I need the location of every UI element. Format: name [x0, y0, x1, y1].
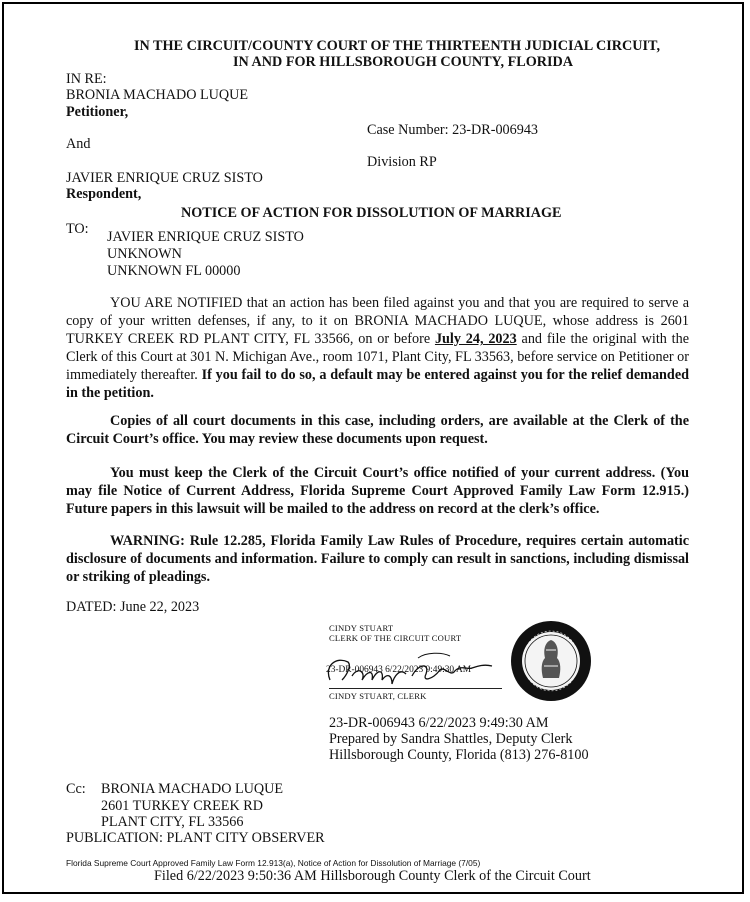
cc-name: BRONIA MACHADO LUQUE — [101, 781, 284, 797]
filed-stamp: Filed 6/22/2023 9:50:36 AM Hillsborough County Clerk of the Circuit Court — [154, 868, 591, 884]
document-page — [2, 2, 744, 894]
prepared-by: Prepared by Sandra Shattles, Deputy Clerk — [329, 731, 573, 747]
cc-address-line1: 2601 TURKEY CREEK RD — [101, 798, 263, 814]
p1-text-a: YOU ARE NOTIFIED that an action has been filed against you and that you are required to serve a copy of your written defenses, if any, to it on BRONIA MACHADO LUQUE, whose address is 2601 TURKEY CREEK RD PLANT CITY, FL 33566, on or before — [66, 295, 689, 347]
cc-address-line2: PLANT CITY, FL 33566 — [101, 814, 244, 830]
to-name: JAVIER ENRIQUE CRUZ SISTO — [107, 229, 304, 245]
paragraph-warning — [66, 532, 689, 586]
to-address-line3: UNKNOWN FL 00000 — [107, 263, 241, 279]
court-header-line1: IN THE CIRCUIT/COUNTY COURT OF THE THIRTEENTH JUDICIAL CIRCUIT, — [134, 38, 661, 54]
to-address-line2: UNKNOWN — [107, 246, 182, 262]
notice-title: NOTICE OF ACTION FOR DISSOLUTION OF MARRIAGE — [181, 205, 562, 221]
county-phone: Hillsborough County, Florida (813) 276-8100 — [329, 747, 589, 763]
clerk-seal — [510, 620, 592, 702]
respondent-name: JAVIER ENRIQUE CRUZ SISTO — [66, 170, 263, 186]
response-deadline: July 24, 2023 — [434, 331, 517, 347]
cc-label: Cc: — [66, 781, 86, 797]
p2-text: Copies of all court documents in this case, including orders, are available at the Clerk of the Circuit Court’s office. You may review these documents upon request. — [66, 413, 689, 447]
paragraph-address — [66, 464, 689, 518]
p4-text: WARNING: Rule 12.285, Florida Family Law Rules of Procedure, requires certain automatic disclosure of documents and information. Failure to comply can result in sanctions, including dismissal or striking of pleadings. — [66, 533, 689, 585]
to-label: TO: — [66, 221, 89, 237]
signature-stamp: 23-DR-006943 6/22/2023 9:49:30 AM — [326, 665, 472, 675]
and-label: And — [66, 136, 91, 152]
publication-line: PUBLICATION: PLANT CITY OBSERVER — [66, 830, 325, 846]
clerk-name-bottom: CINDY STUART, CLERK — [329, 691, 427, 701]
dated-line: DATED: June 22, 2023 — [66, 599, 200, 615]
signature-line — [329, 688, 502, 689]
division: Division RP — [367, 154, 437, 170]
paragraph-notified — [66, 294, 689, 402]
p1-default-warning: If you fail to do so, a default may be entered against you for the relief demanded in the petition. — [66, 367, 690, 401]
petitioner-label: Petitioner, — [66, 104, 129, 120]
clerk-title-top: CLERK OF THE CIRCUIT COURT — [329, 633, 462, 643]
paragraph-copies — [66, 412, 689, 448]
p3-text: You must keep the Clerk of the Circuit Court’s office notified of your current address. (You may file Notice of Current Address, Florida Supreme Court Approved Family Law Form 12.915.) Future papers in this lawsuit will be mailed to the address on record at the clerk’s office. — [66, 465, 689, 517]
p1-text-b: and file the original with the Clerk of this Court at 301 N. Michigan Ave., room 1071, Plant City, FL 33563, before service on Petitioner or immediately thereafter. — [66, 331, 689, 383]
signature-timestamp: 23-DR-006943 6/22/2023 9:49:30 AM — [329, 715, 549, 731]
case-number: Case Number: 23-DR-006943 — [367, 122, 539, 138]
form-footnote: Florida Supreme Court Approved Family Law Form 12.913(a), Notice of Action for Dissolution of Marriage (7/05) — [66, 858, 481, 868]
petitioner-name: BRONIA MACHADO LUQUE — [66, 87, 249, 103]
in-re-label: IN RE: — [66, 71, 107, 87]
respondent-label: Respondent, — [66, 186, 142, 202]
court-header-line2: IN AND FOR HILLSBOROUGH COUNTY, FLORIDA — [233, 54, 574, 70]
clerk-name-top: CINDY STUART — [329, 623, 394, 633]
